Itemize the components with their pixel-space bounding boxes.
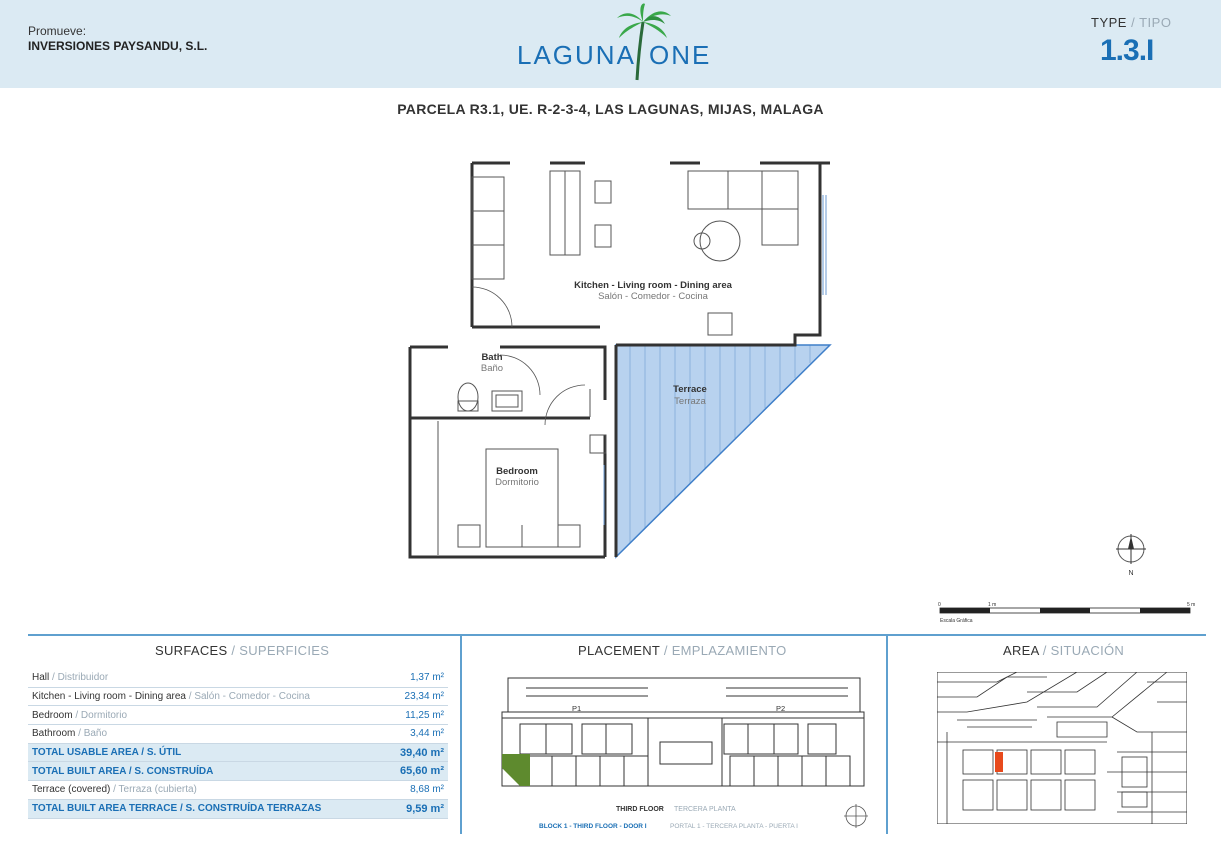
row-value: 65,60 m² bbox=[399, 765, 444, 778]
door-label-es: PORTAL 1 - TERCERA PLANTA - PUERTA I bbox=[670, 823, 798, 830]
row-label-en: TOTAL BUILT AREA TERRACE bbox=[32, 803, 178, 815]
surface-row: Hall / Distribuidor 1,37 m² bbox=[28, 669, 448, 688]
type-label-es: TIPO bbox=[1139, 15, 1172, 30]
type-label-en: TYPE bbox=[1091, 15, 1127, 30]
surface-row: Terrace (covered) / Terraza (cubierta) 8,68 m² bbox=[28, 781, 448, 800]
floor-label-es: TERCERA PLANTA bbox=[674, 806, 736, 813]
terrace-area bbox=[616, 345, 830, 557]
bath-label-en: Bath bbox=[481, 352, 503, 363]
dining-table bbox=[694, 221, 740, 261]
placement-compass-icon bbox=[844, 804, 868, 828]
row-label-es: Baño bbox=[83, 728, 108, 740]
row-label-en: TOTAL USABLE AREA bbox=[32, 747, 139, 759]
surface-row: Bedroom / Dormitorio 11,25 m² bbox=[28, 706, 448, 725]
row-label-es: Dormitorio bbox=[80, 709, 128, 721]
floor-label-en: THIRD FLOOR bbox=[616, 806, 664, 813]
bed bbox=[458, 449, 580, 547]
row-value: 1,37 m² bbox=[410, 672, 444, 684]
floor-plan bbox=[400, 155, 840, 565]
parcel-subtitle: PARCELA R3.1, UE. R-2-3-4, LAS LAGUNAS, MIJAS, MALAGA bbox=[397, 101, 824, 117]
row-label-es: Salón - Comedor - Cocina bbox=[194, 691, 310, 703]
row-value: 23,34 m² bbox=[404, 691, 444, 703]
row-value: 39,40 m² bbox=[399, 746, 444, 759]
area-title-en: AREA bbox=[1003, 643, 1039, 658]
surfaces-title: SURFACES / SUPERFICIES bbox=[155, 643, 330, 658]
surface-total-row: TOTAL BUILT AREA TERRACE / S. CONSTRUÍDA TERRAZAS 9,59 m² bbox=[28, 800, 448, 819]
row-label-en: TOTAL BUILT AREA bbox=[32, 765, 127, 777]
compass-letter: N bbox=[1128, 570, 1134, 576]
area-title: AREA / SITUACIÓN bbox=[1003, 643, 1125, 658]
row-label-en: Hall bbox=[32, 672, 50, 684]
type-value: 1.3.I bbox=[1100, 34, 1154, 67]
surface-row: Kitchen - Living room - Dining area / Salón - Comedor - Cocina 23,34 m² bbox=[28, 688, 448, 707]
area-title-es: SITUACIÓN bbox=[1050, 643, 1125, 658]
bottom-divider bbox=[28, 634, 1206, 636]
divider-2 bbox=[886, 634, 888, 834]
kitchen-label-en: Kitchen - Living room - Dining area bbox=[574, 280, 732, 291]
surfaces-title-es: SUPERFICIES bbox=[239, 643, 330, 658]
surface-total-row: TOTAL BUILT AREA / S. CONSTRUÍDA 65,60 m² bbox=[28, 762, 448, 781]
column-box bbox=[708, 313, 732, 335]
header-band bbox=[0, 0, 1221, 88]
row-label-es: S. CONSTRUÍDA bbox=[134, 765, 214, 777]
type-label: TYPE / TIPO bbox=[1091, 15, 1172, 30]
logo-text-left: LAGUNA bbox=[517, 40, 636, 70]
surface-row: Bathroom / Baño 3,44 m² bbox=[28, 725, 448, 744]
kitchen-label-es: Salón - Comedor - Cocina bbox=[598, 291, 708, 302]
area-map bbox=[937, 672, 1187, 824]
row-label-es: Terraza (cubierta) bbox=[118, 784, 197, 796]
surfaces-table bbox=[28, 669, 448, 819]
area-highlight bbox=[995, 752, 1003, 772]
logo-text-right: ONE bbox=[649, 40, 712, 70]
placement-title-es: EMPLAZAMIENTO bbox=[671, 643, 787, 658]
placement-title: PLACEMENT / EMPLAZAMIENTO bbox=[578, 643, 787, 658]
bedroom-label-en: Bedroom bbox=[496, 466, 538, 477]
scale-bar bbox=[935, 600, 1195, 626]
bath-label-es: Baño bbox=[480, 363, 504, 374]
scale-tick-5: 5 m bbox=[1187, 602, 1195, 608]
row-label-en: Bedroom bbox=[32, 709, 73, 721]
bath-fixtures bbox=[458, 355, 585, 425]
row-label-en: Kitchen - Living room - Dining area bbox=[32, 691, 186, 703]
terrace-label-en: Terrace bbox=[673, 384, 707, 395]
row-label-es: Distribuidor bbox=[57, 672, 109, 684]
row-value: 8,68 m² bbox=[410, 784, 444, 796]
scale-tick-1: 1 m bbox=[988, 602, 997, 608]
bedroom-label-es: Dormitorio bbox=[495, 477, 539, 488]
row-label-en: Terrace (covered) bbox=[32, 784, 111, 796]
door-label-en: BLOCK 1 - THIRD FLOOR - DOOR I bbox=[539, 823, 647, 830]
surface-total-row: TOTAL USABLE AREA / S. ÚTIL 39,40 m² bbox=[28, 744, 448, 763]
promoter-label: Promueve: bbox=[28, 24, 87, 38]
row-value: 9,59 m² bbox=[406, 802, 444, 815]
scale-tick-0: 0 bbox=[938, 602, 941, 608]
divider-1 bbox=[460, 634, 462, 834]
surfaces-title-en: SURFACES bbox=[155, 643, 228, 658]
row-value: 11,25 m² bbox=[405, 709, 444, 721]
placement-diagram bbox=[498, 672, 878, 834]
placement-highlight bbox=[502, 754, 530, 786]
kitchen-counter bbox=[472, 171, 611, 279]
row-value: 3,44 m² bbox=[410, 728, 444, 740]
portal-2-label: P2 bbox=[776, 704, 786, 713]
portal-1-label: P1 bbox=[572, 704, 582, 713]
row-label-es: S. ÚTIL bbox=[146, 747, 182, 759]
promoter-name: INVERSIONES PAYSANDU, S.L. bbox=[28, 39, 208, 53]
row-label-en: Bathroom bbox=[32, 728, 76, 740]
placement-title-en: PLACEMENT bbox=[578, 643, 660, 658]
entry-door-swing bbox=[472, 287, 512, 327]
scale-caption: Escala Gráfica bbox=[940, 618, 973, 624]
terrace-label-es: Terraza bbox=[674, 396, 706, 407]
row-label-es: S. CONSTRUÍDA TERRAZAS bbox=[185, 803, 322, 815]
north-compass-icon bbox=[1114, 534, 1148, 576]
window-right bbox=[823, 195, 826, 295]
laguna-one-logo bbox=[505, 2, 725, 82]
